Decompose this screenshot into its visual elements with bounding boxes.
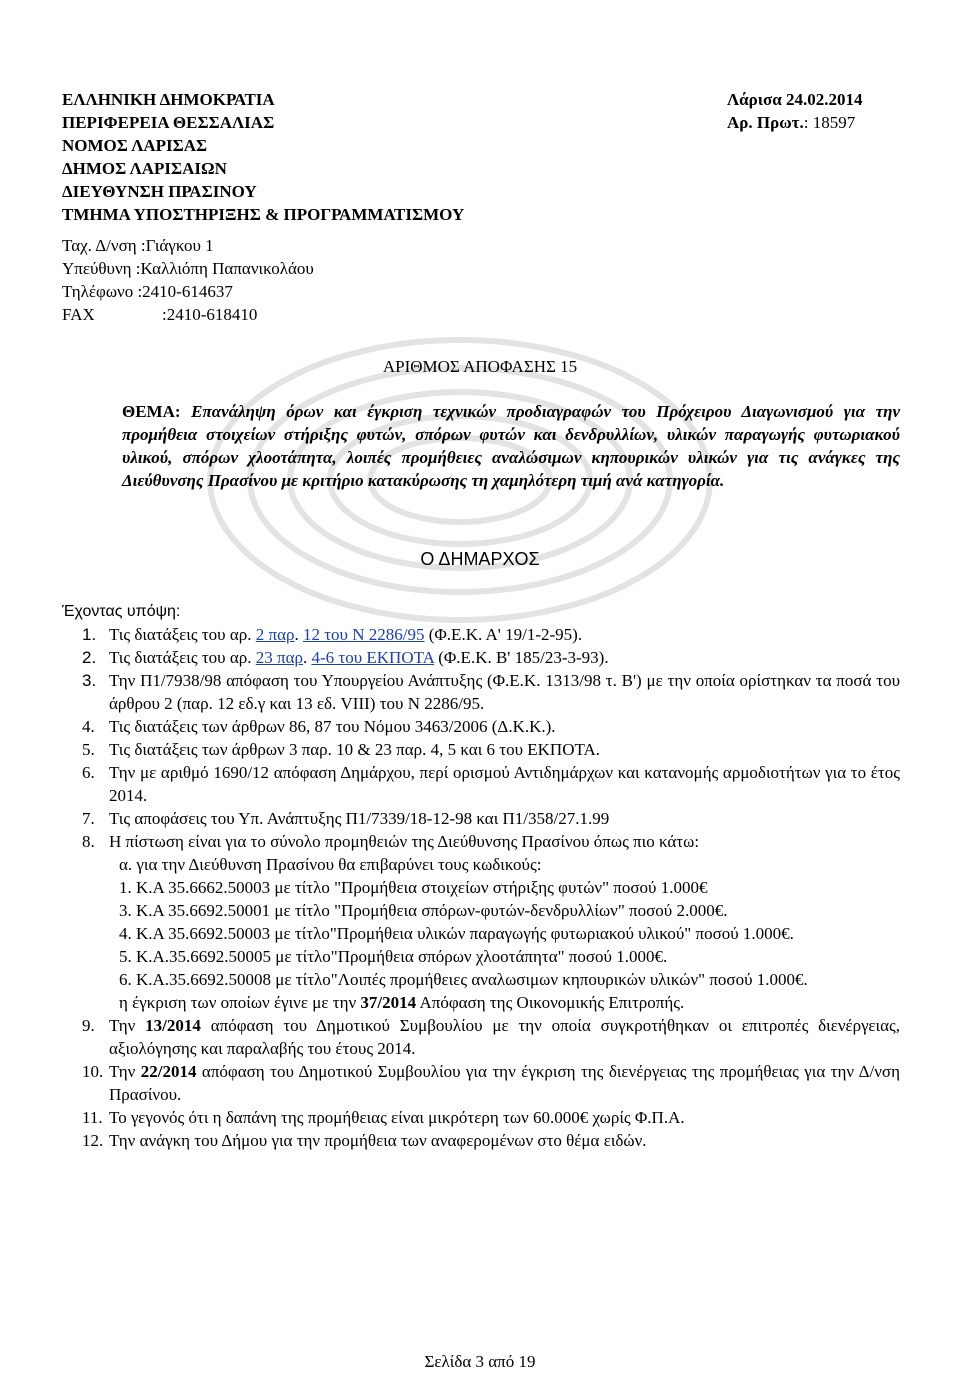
- decision-ref: 13/2014: [145, 1016, 201, 1035]
- contact-fax: [62, 303, 462, 326]
- budget-code-line: 5. Κ.Α.35.6692.50005 με τίτλο"Προμήθεια σπόρων χλοοτάπητα" ποσού 1.000€.: [119, 947, 668, 966]
- list-item-9: [82, 1014, 900, 1060]
- list-item-2: [82, 646, 900, 669]
- budget-sub-intro: α. για την Διεύθυνση Πρασίνου θα επιβαρύνει τους κωδικούς:: [119, 855, 542, 874]
- approval-decision-number: 37/2014: [360, 993, 417, 1012]
- header-line-prefecture: ΝΟΜΟΣ ΛΑΡΙΣΑΣ: [62, 136, 208, 155]
- item-text: Τις διατάξεις των άρθρων 3 παρ. 10 & 23 παρ. 4, 5 και 6 του ΕΚΠΟΤΑ.: [109, 740, 601, 759]
- item-text: Τις διατάξεις του αρ.: [109, 625, 256, 644]
- law-link-paragraph[interactable]: 4-6 του ΕΚΠΟΤΑ: [311, 648, 434, 667]
- list-number: 6.: [82, 763, 95, 782]
- header-right-column: [727, 88, 892, 134]
- subject-paragraph: [122, 400, 900, 492]
- item-text: Την Π1/7938/98 απόφαση του Υπουργείου Ανάπτυξης (Φ.Ε.Κ. 1313/98 τ. Β') με την οποία ορίστηκαν τα ποσά του άρθρου 2 (παρ. 12 εδ.γ και 13 εδ. VIII) του Ν 2286/95.: [109, 671, 900, 713]
- item-text: Τις αποφάσεις του Υπ. Ανάπτυξης Π1/7339/18-12-98 και Π1/358/27.1.99: [109, 809, 610, 828]
- budget-code-line: 1. Κ.Α 35.6662.50003 με τίτλο "Προμήθεια στοιχείων στήριξης φυτών" ποσού 1.000€: [119, 878, 708, 897]
- header-line-directorate: ΔΙΕΥΘΥΝΣΗ ΠΡΑΣΙΝΟΥ: [62, 182, 257, 201]
- list-item-6: [82, 761, 900, 807]
- list-number: 8.: [82, 832, 95, 851]
- list-number: 10.: [82, 1062, 104, 1081]
- protocol-label: Αρ. Πρωτ.: [727, 113, 804, 132]
- list-number: 11.: [82, 1108, 103, 1127]
- list-item-7: [82, 807, 900, 830]
- protocol-value: : 18597: [803, 113, 856, 132]
- item-text: (Φ.Ε.Κ. Β' 185/23-3-93).: [433, 648, 609, 667]
- list-number: 12.: [82, 1131, 104, 1150]
- list-number: 4.: [82, 717, 95, 736]
- item-text: Απόφαση της Οικονομικής Επιτροπής.: [416, 993, 685, 1012]
- item-text: Την: [109, 1062, 141, 1081]
- list-item-12: [82, 1129, 900, 1152]
- header-line-region: ΠΕΡΙΦΕΡΕΙΑ ΘΕΣΣΑΛΙΑΣ: [62, 113, 275, 132]
- item-text: Το γεγονός ότι η δαπάνη της προμήθειας είναι μικρότερη των 60.000€ χωρίς Φ.Π.Α.: [109, 1108, 685, 1127]
- list-number: 2.: [82, 648, 97, 667]
- budget-code-line: 3. Κ.Α 35.6692.50001 με τίτλο "Προμήθεια σπόρων-φυτών-δενδρυλλίων" ποσού 2.000€.: [119, 901, 728, 920]
- header-line-republic: ΕΛΛΗΝΙΚΗ ΔΗΜΟΚΡΑΤΙΑ: [62, 90, 275, 109]
- budget-code-line: 4. Κ.Α 35.6692.50003 με τίτλο"Προμήθεια υλικών παραγωγής φυτωριακού υλικού" ποσού 1.000€.: [119, 924, 794, 943]
- list-number: 7.: [82, 809, 95, 828]
- document-header: [62, 88, 892, 226]
- list-item-4: [82, 715, 900, 738]
- approval-line: [109, 991, 900, 1014]
- item-text: Την με αριθμό 1690/12 απόφαση Δημάρχου, περί ορισμού Αντιδημάρχων και κατανομής αρμοδιοτήτων για το έτος 2014.: [109, 763, 900, 805]
- decision-ref: 22/2014: [140, 1062, 197, 1081]
- list-item-10: [82, 1060, 900, 1106]
- list-number: 1.: [82, 625, 97, 644]
- budget-code-line: 6. Κ.Α.35.6692.50008 με τίτλο"Λοιπές προμήθειες αναλωσιμων κηπουρικών υλικών" ποσού 1.000€.: [119, 970, 808, 989]
- item-text: Την: [109, 1016, 146, 1035]
- list-item-5: [82, 738, 900, 761]
- subject-lead: ΘΕΜΑ:: [122, 402, 181, 421]
- decision-number: ΑΡΙΘΜΟΣ ΑΠΟΦΑΣΗΣ 15: [382, 357, 578, 376]
- considering-intro: Έχοντας υπόψη:: [62, 603, 181, 620]
- item-text: απόφαση του Δημοτικού Συμβουλίου για την έγκριση της διενέργειας της προμήθειας για την Δ/νση Πρασίνου.: [109, 1062, 900, 1104]
- contact-block: [62, 234, 462, 326]
- item-text: Τις διατάξεις του αρ.: [109, 648, 256, 667]
- fax-value: :2410-618410: [162, 305, 258, 324]
- item-text: Τις διατάξεις των άρθρων 86, 87 του Νόμου 3463/2006 (Δ.Κ.Κ.).: [109, 717, 556, 736]
- place-date: Λάρισα 24.02.2014: [727, 90, 863, 109]
- protocol-number: [727, 111, 892, 134]
- list-number: 9.: [82, 1016, 95, 1035]
- contact-address: Ταχ. Δ/νση :Γιάγκου 1: [62, 236, 214, 255]
- item-text: Η πίστωση είναι για το σύνολο προμηθειών της Διεύθυνσης Πρασίνου όπως πιο κάτω:: [109, 832, 700, 851]
- item-text: .: [302, 648, 312, 667]
- law-link-paragraph[interactable]: 12 του Ν 2286/95: [302, 625, 425, 644]
- contact-phone: Τηλέφωνο :2410-614637: [62, 282, 233, 301]
- list-item-11: [82, 1106, 900, 1129]
- page-number-footer: Σελίδα 3 από 19: [424, 1352, 536, 1371]
- header-line-department: ΤΜΗΜΑ ΥΠΟΣΤΗΡΙΞΗΣ & ΠΡΟΓΡΑΜΜΑΤΙΣΜΟΥ: [62, 205, 465, 224]
- law-link-article[interactable]: 2 παρ: [255, 625, 295, 644]
- item-text: .: [294, 625, 303, 644]
- subject-text: Επανάληψη όρων και έγκριση τεχνικών προδιαγραφών του Πρόχειρου Διαγωνισμού για την προμήθεια στοιχείων στήριξης φυτών, σπόρων φυτών και δενδρυλλίων, υλικών παραγωγής φυτωριακού υλικού, σπόρων χλοοτάπητα, λοιπές προμήθειες αναλώσιμων κηπουρικών υλικών για τις ανάγκες της Διεύθυνσης Πρασίνου με κριτήριο κατακύρωσης τη χαμηλότερη τιμή ανά κατηγορία.: [122, 402, 900, 490]
- item-text: Την ανάγκη του Δήμου για την προμήθεια των αναφερομένων στο θέμα ειδών.: [109, 1131, 647, 1150]
- list-number: 5.: [82, 740, 95, 759]
- list-item-8: [82, 830, 900, 1014]
- item-text: απόφαση του Δημοτικού Συμβουλίου με την οποία συγκροτήθηκαν οι επιτροπές διενέργειας, αξιολόγησης και παραλαβής του έτους 2014.: [109, 1016, 900, 1058]
- header-line-municipality: ΔΗΜΟΣ ΛΑΡΙΣΑΙΩΝ: [62, 159, 227, 178]
- list-item-1: [82, 623, 900, 646]
- list-number: 3.: [82, 671, 97, 690]
- considerations-list: [82, 623, 900, 1152]
- item-text: η έγκριση των οποίων έγινε με την: [119, 993, 361, 1012]
- item-text: (Φ.Ε.Κ. Α' 19/1-2-95).: [424, 625, 583, 644]
- mayor-heading: Ο ΔΗΜΑΡΧΟΣ: [420, 549, 540, 569]
- contact-responsible: Υπεύθυνη :Καλλιόπη Παπανικολάου: [62, 259, 314, 278]
- law-link-article[interactable]: 23 παρ: [255, 648, 303, 667]
- fax-label: FAX: [62, 305, 95, 324]
- list-item-3: [82, 669, 900, 715]
